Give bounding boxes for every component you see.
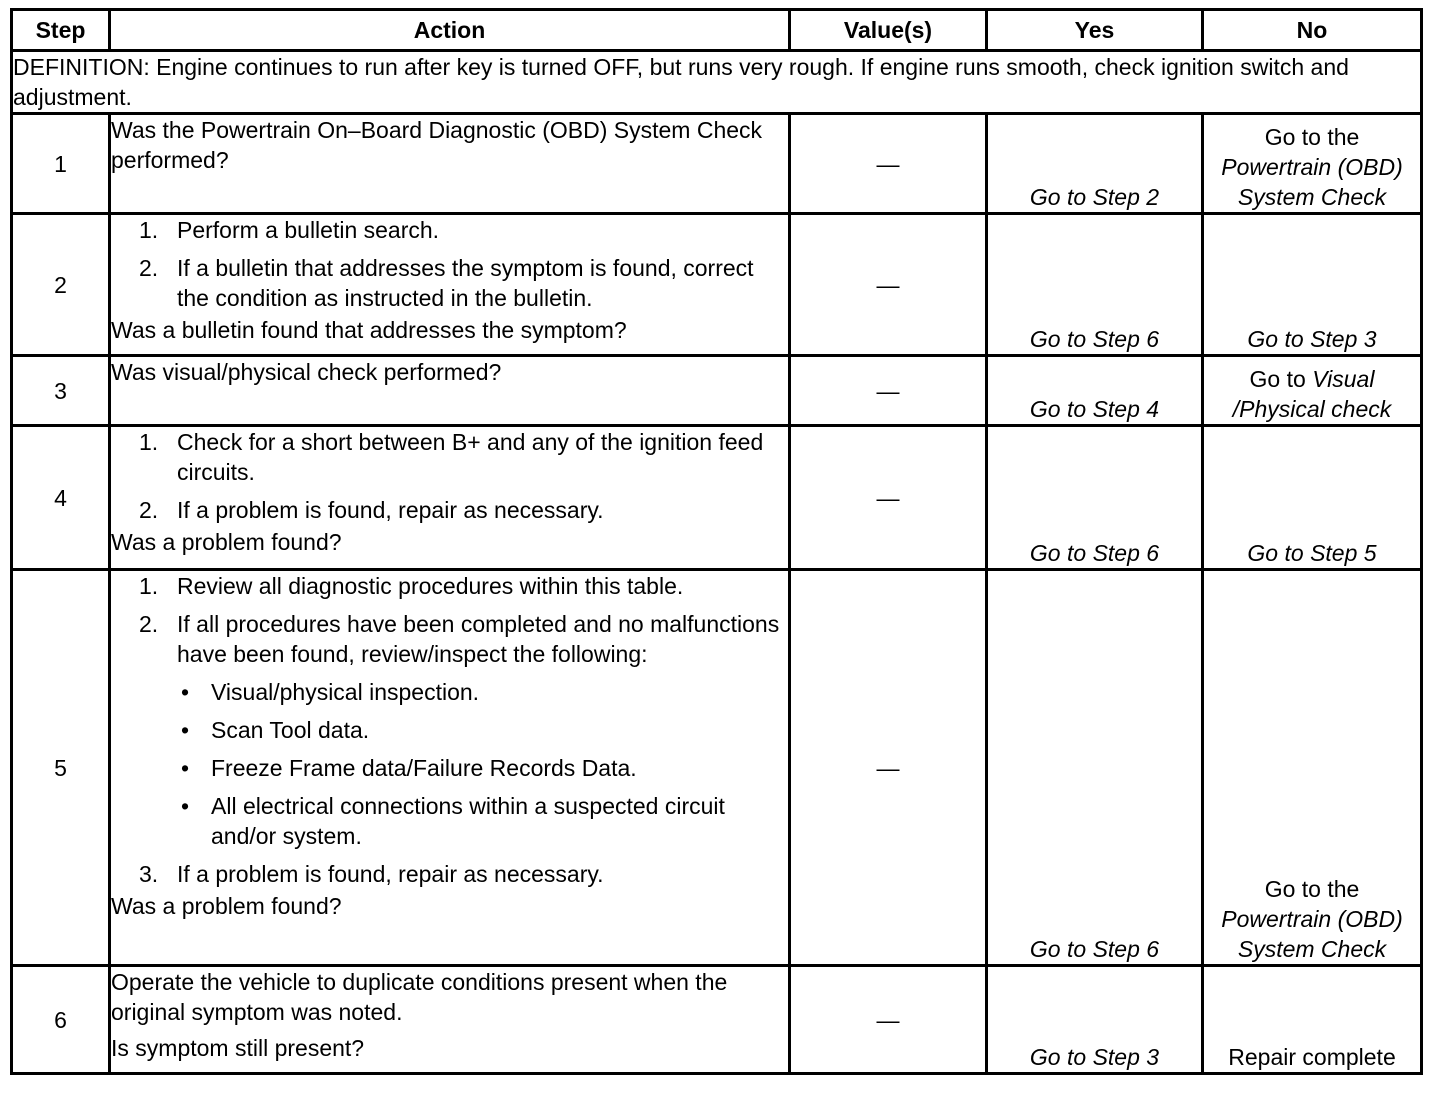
action-text: Was visual/physical check performed?	[111, 359, 502, 385]
value-cell: —	[790, 426, 987, 570]
action-cell	[110, 966, 790, 1074]
yes-cell: Go to Step 3	[987, 966, 1203, 1074]
table-row	[12, 570, 1422, 966]
item-text: If a problem is found, repair as necessary.	[177, 861, 604, 887]
procedure-item	[111, 427, 788, 487]
item-text: Perform a bulletin search.	[177, 217, 440, 243]
no-text-line1: Go to the	[1264, 124, 1360, 150]
yes-cell: Go to Step 4	[987, 356, 1203, 426]
action-text: Operate the vehicle to duplicate conditions present when the original symptom was noted.	[111, 969, 728, 1025]
bullet-text: All electrical connections within a suspected circuit and/or system.	[211, 793, 725, 849]
item-number: 1.	[139, 573, 159, 599]
yes-cell: Go to Step 6	[987, 214, 1203, 356]
no-prefix: Go to	[1249, 366, 1306, 392]
action-text: Was the Powertrain On–Board Diagnostic (OBD) System Check performed?	[111, 117, 763, 173]
procedure-list	[111, 215, 788, 313]
header-row	[12, 10, 1422, 51]
question-text: Was a bulletin found that addresses the symptom?	[111, 317, 627, 343]
step-number: 1	[12, 114, 110, 214]
bullet-glyph: •	[181, 793, 190, 819]
value-cell: —	[790, 570, 987, 966]
table-row	[12, 966, 1422, 1074]
no-link-physical-check: /Physical check	[1232, 396, 1392, 422]
question-text: Was a problem found?	[111, 529, 342, 555]
table-row	[12, 214, 1422, 356]
table-row	[12, 426, 1422, 570]
no-link-visual: Visual	[1312, 366, 1375, 392]
bullet-glyph: •	[181, 755, 190, 781]
definition-text: DEFINITION: Engine continues to run after key is turned OFF, but runs very rough. If engine runs smooth, check ignition switch and adjustment.	[12, 51, 1422, 114]
diagnostic-table	[10, 8, 1423, 1075]
question-text: Was a problem found?	[111, 893, 342, 919]
procedure-item	[111, 571, 788, 601]
no-link-line3: System Check	[1237, 184, 1387, 210]
action-cell	[110, 570, 790, 966]
value-cell: —	[790, 214, 987, 356]
no-link-line3: System Check	[1237, 936, 1387, 962]
yes-cell: Go to Step 6	[987, 570, 1203, 966]
yes-cell: Go to Step 6	[987, 426, 1203, 570]
table-row	[12, 356, 1422, 426]
action-cell	[110, 356, 790, 426]
value-cell: —	[790, 966, 987, 1074]
step-number: 6	[12, 966, 110, 1074]
procedure-item	[111, 253, 788, 313]
item-number: 1.	[139, 217, 159, 243]
procedure-item	[111, 215, 788, 245]
bullet-glyph: •	[181, 679, 190, 705]
value-cell: —	[790, 356, 987, 426]
definition-row	[12, 51, 1422, 114]
header-step: Step	[12, 10, 110, 51]
item-text: Review all diagnostic procedures within this table.	[177, 573, 684, 599]
item-text: If all procedures have been completed and no malfunctions have been found, review/inspect the following:	[177, 611, 780, 667]
no-text-line1: Go to the	[1264, 876, 1360, 902]
step-number: 2	[12, 214, 110, 356]
item-text: Check for a short between B+ and any of the ignition feed circuits.	[177, 429, 764, 485]
bullet-text: Freeze Frame data/Failure Records Data.	[211, 755, 637, 781]
item-number: 2.	[139, 255, 159, 281]
yes-cell: Go to Step 2	[987, 114, 1203, 214]
item-number: 1.	[139, 429, 159, 455]
header-action: Action	[110, 10, 790, 51]
step-number: 3	[12, 356, 110, 426]
procedure-list	[111, 427, 788, 525]
question-text: Is symptom still present?	[111, 1035, 365, 1061]
bullet-glyph: •	[181, 717, 190, 743]
no-cell: Repair complete	[1203, 966, 1422, 1074]
procedure-list	[111, 571, 788, 889]
action-cell	[110, 214, 790, 356]
header-values: Value(s)	[790, 10, 987, 51]
bullet-item	[177, 715, 788, 745]
item-number: 2.	[139, 497, 159, 523]
bullet-text: Visual/physical inspection.	[211, 679, 480, 705]
bullet-item	[177, 791, 788, 851]
value-cell: —	[790, 114, 987, 214]
header-yes: Yes	[987, 10, 1203, 51]
no-cell: Go to Step 5	[1203, 426, 1422, 570]
no-link-line2: Powertrain (OBD)	[1221, 906, 1403, 932]
bullet-item	[177, 753, 788, 783]
no-text-line1	[1204, 364, 1420, 394]
no-cell	[1203, 356, 1422, 426]
no-link-line2: Powertrain (OBD)	[1221, 154, 1403, 180]
procedure-item	[111, 609, 788, 851]
no-cell: Go to Step 3	[1203, 214, 1422, 356]
bullet-item	[177, 677, 788, 707]
item-text: If a problem is found, repair as necessary.	[177, 497, 604, 523]
no-cell	[1203, 570, 1422, 966]
step-number: 5	[12, 570, 110, 966]
item-number: 2.	[139, 611, 159, 637]
step-number: 4	[12, 426, 110, 570]
bullet-text: Scan Tool data.	[211, 717, 370, 743]
action-cell	[110, 426, 790, 570]
inspection-bullet-list	[177, 677, 788, 851]
item-text: If a bulletin that addresses the symptom is found, correct the condition as instructed in the bulletin.	[177, 255, 754, 311]
header-no: No	[1203, 10, 1422, 51]
action-cell	[110, 114, 790, 214]
no-cell	[1203, 114, 1422, 214]
item-number: 3.	[139, 861, 159, 887]
procedure-item	[111, 495, 788, 525]
table-row	[12, 114, 1422, 214]
procedure-item	[111, 859, 788, 889]
